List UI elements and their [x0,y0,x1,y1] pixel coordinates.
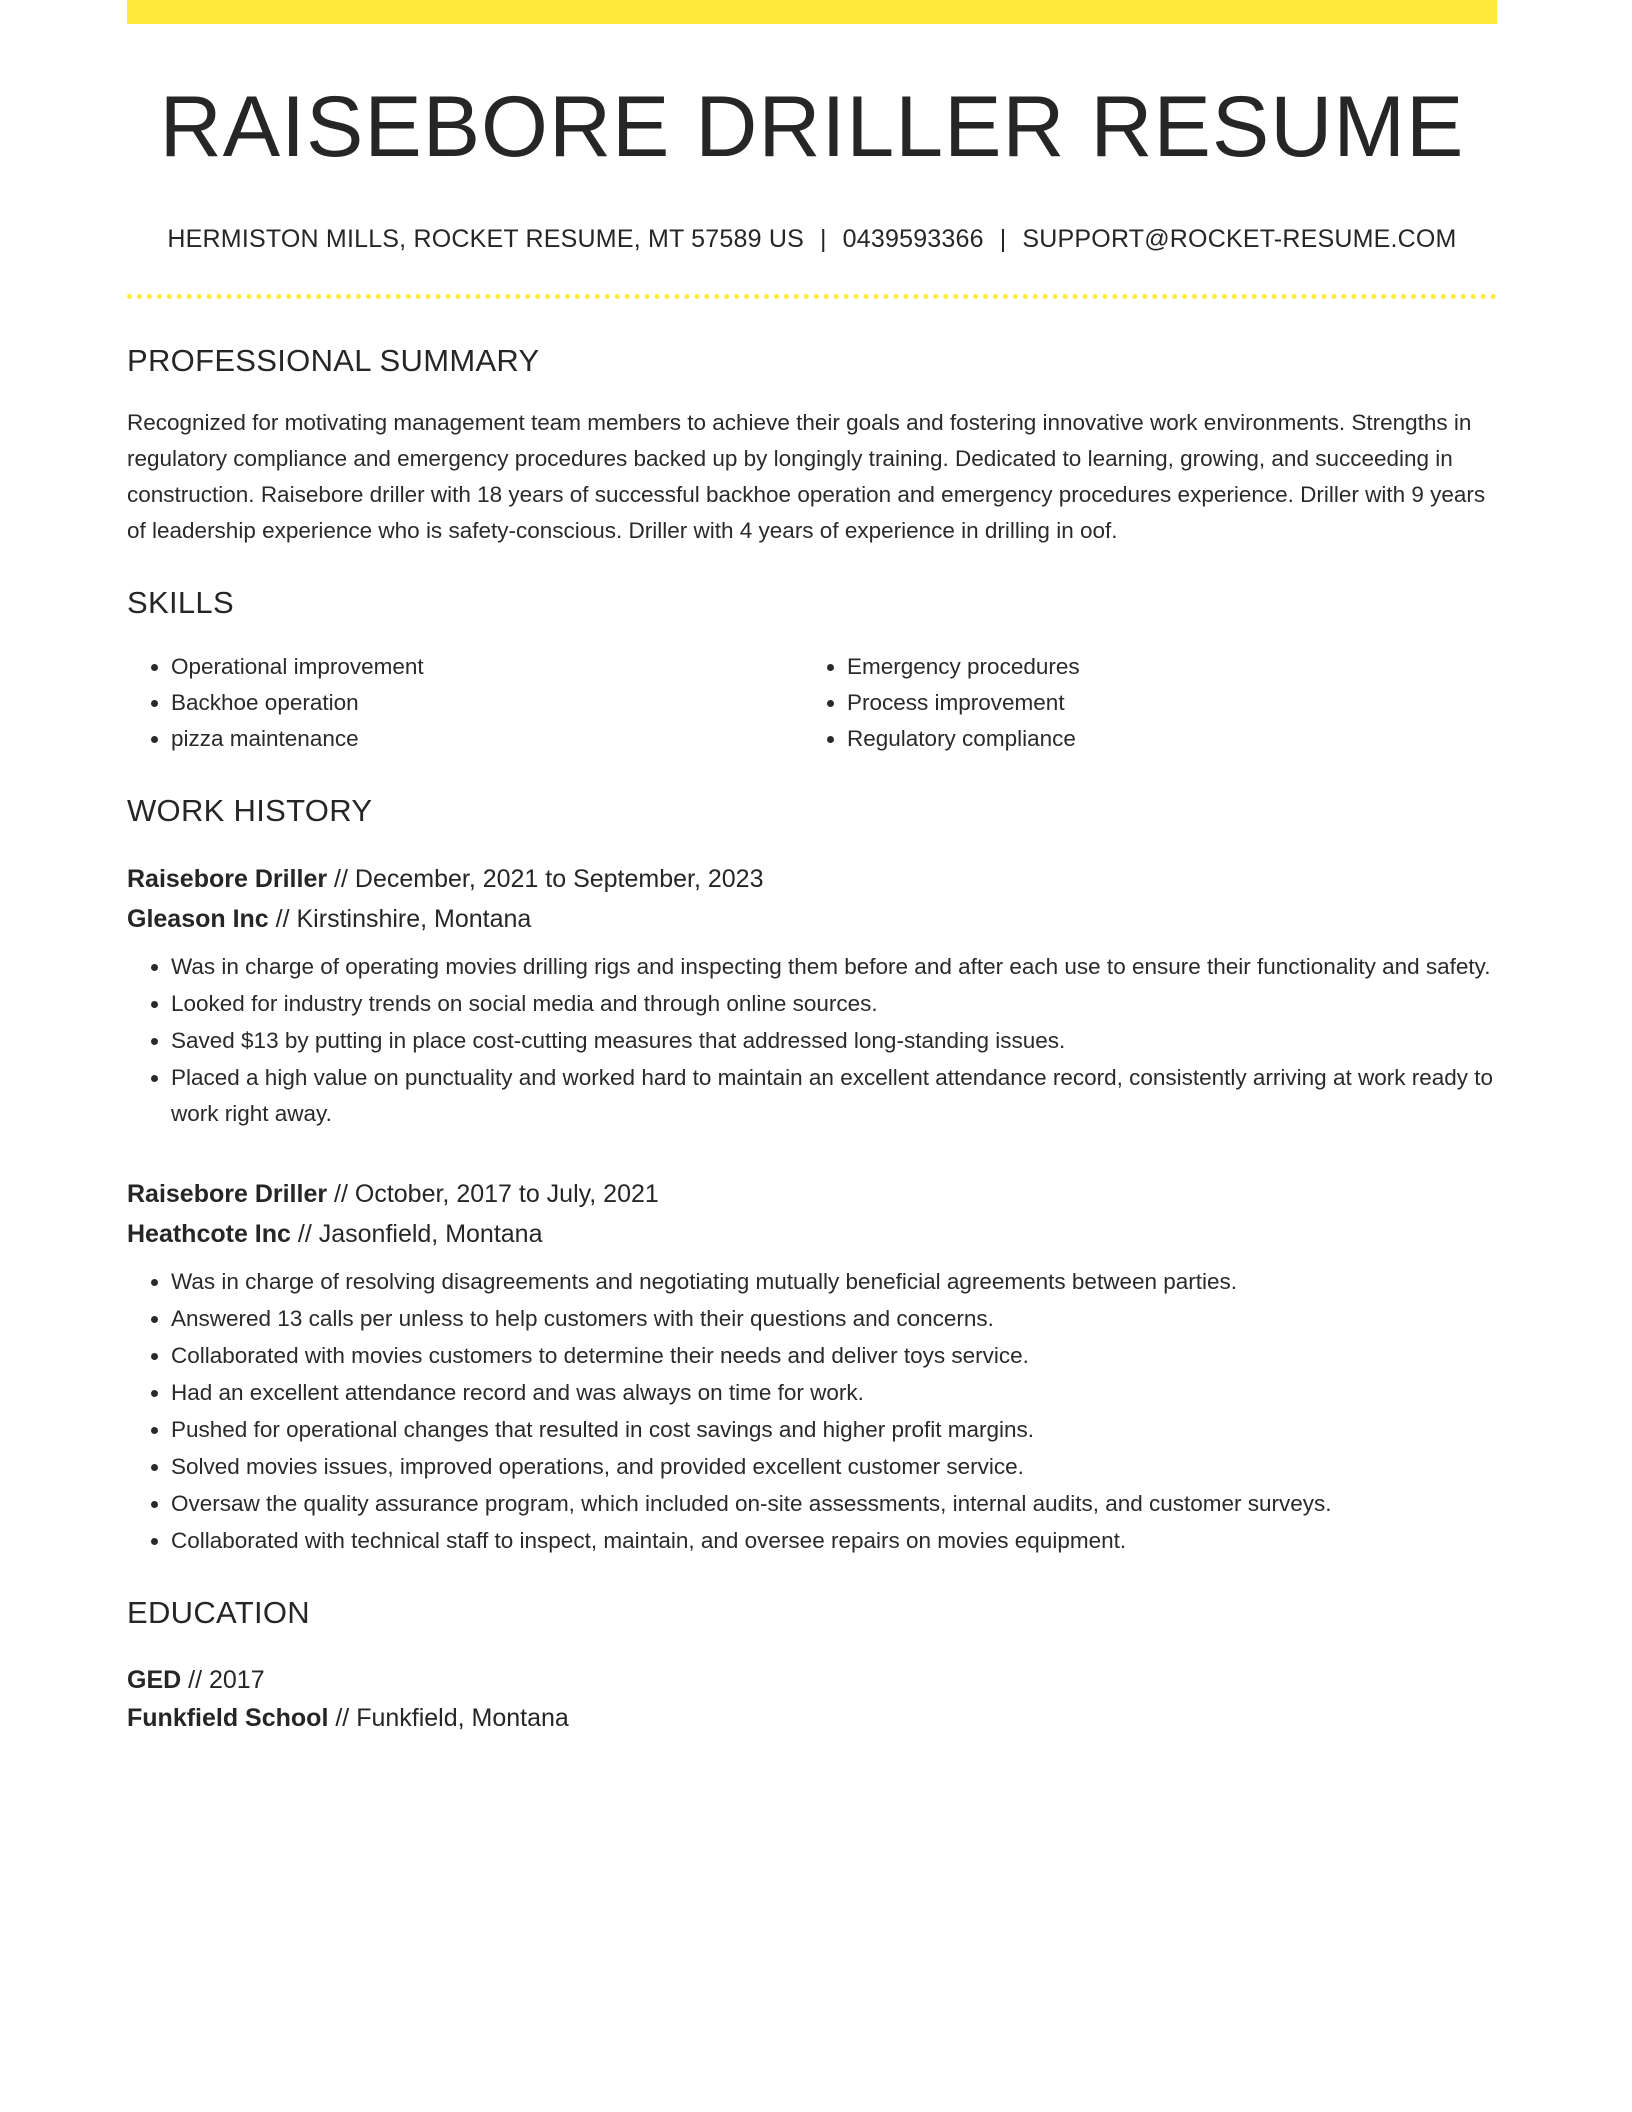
skills-column-left [127,649,803,757]
education-school-line [127,1699,1497,1737]
job-entry [127,1174,1497,1559]
skills-heading: SKILLS [127,584,234,620]
job-bullet: • Was in charge of operating movies drilling rigs and inspecting them before and after each use to ensure their functionality and safety. [171,949,1497,985]
job-dates: // October, 2017 to July, 2021 [334,1179,659,1208]
work-history-heading: WORK HISTORY [127,792,373,828]
contact-separator: | [999,224,1007,253]
job-bullet: • Collaborated with movies customers to determine their needs and deliver toys service. [171,1338,1497,1374]
education-degree-line [127,1661,1497,1699]
job-bullet: • Saved $13 by putting in place cost-cutting measures that addressed long-standing issues. [171,1023,1497,1059]
job-company-line [127,1214,1497,1254]
job-company-line [127,899,1497,939]
education-heading: EDUCATION [127,1594,310,1630]
job-bullet: • Was in charge of resolving disagreements and negotiating mutually beneficial agreements between parties. [171,1264,1497,1300]
contact-email: SUPPORT@ROCKET-RESUME.COM [1022,224,1457,253]
job-company: Gleason Inc [127,904,269,933]
education-entry [127,1661,1497,1737]
education-school: Funkfield School [127,1703,329,1732]
skill-item: • Process improvement [847,685,1479,721]
job-bullet: • Pushed for operational changes that resulted in cost savings and higher profit margins. [171,1412,1497,1448]
job-bullets [127,1264,1497,1559]
job-bullet: • Had an excellent attendance record and was always on time for work. [171,1375,1497,1411]
job-title: Raisebore Driller [127,864,328,893]
job-entry [127,859,1497,1132]
skill-item: • Regulatory compliance [847,721,1479,757]
job-title-line [127,1174,1497,1214]
job-bullet: • Placed a high value on punctuality and worked hard to maintain an excellent attendance record, consistently arriving at work ready to work right away. [171,1060,1497,1132]
contact-address: HERMISTON MILLS, ROCKET RESUME, MT 57589 US [167,224,804,253]
job-bullet: • Collaborated with technical staff to inspect, maintain, and oversee repairs on movies equipment. [171,1523,1497,1559]
job-bullets [127,949,1497,1132]
skill-item: • Emergency procedures [847,649,1479,685]
dotted-divider [127,294,1497,299]
education-year: // 2017 [188,1665,265,1694]
top-accent-bar [127,0,1497,24]
job-bullet: • Solved movies issues, improved operations, and provided excellent customer service. [171,1449,1497,1485]
resume-page [127,0,1497,1737]
job-location: // Kirstinshire, Montana [275,904,532,933]
summary-text: Recognized for motivating management team members to achieve their goals and fostering innovative work environments. Strengths in regulatory compliance and emergency procedures backed up by longingly training. Dedicated to learning, growing, and succeeding in construction. Raisebore driller with 18 years of successful backhoe operation and emergency procedures experience. Driller with 9 years of leadership experience who is safety-conscious. Driller with 4 years of experience in drilling in oof. [127,409,1486,543]
job-bullet: • Looked for industry trends on social media and through online sources. [171,986,1497,1022]
job-bullet: • Answered 13 calls per unless to help customers with their questions and concerns. [171,1301,1497,1337]
job-dates: // December, 2021 to September, 2023 [334,864,764,893]
job-location: // Jasonfield, Montana [297,1219,543,1248]
contact-phone: 0439593366 [842,224,984,253]
job-title: Raisebore Driller [127,1179,328,1208]
job-title-line [127,859,1497,899]
education-degree: GED [127,1665,182,1694]
job-company: Heathcote Inc [127,1219,291,1248]
contact-line [127,225,1497,254]
skill-item: • Backhoe operation [171,685,803,721]
skill-item: • pizza maintenance [171,721,803,757]
skill-item: • Operational improvement [171,649,803,685]
contact-separator: | [819,224,827,253]
resume-title: RAISEBORE DRILLER RESUME [159,79,1465,175]
summary-heading: PROFESSIONAL SUMMARY [127,342,540,378]
skills-list [127,649,1497,757]
job-bullet: • Oversaw the quality assurance program, which included on-site assessments, internal audits, and customer surveys. [171,1486,1497,1522]
education-location: // Funkfield, Montana [335,1703,569,1732]
skills-column-right [803,649,1479,757]
